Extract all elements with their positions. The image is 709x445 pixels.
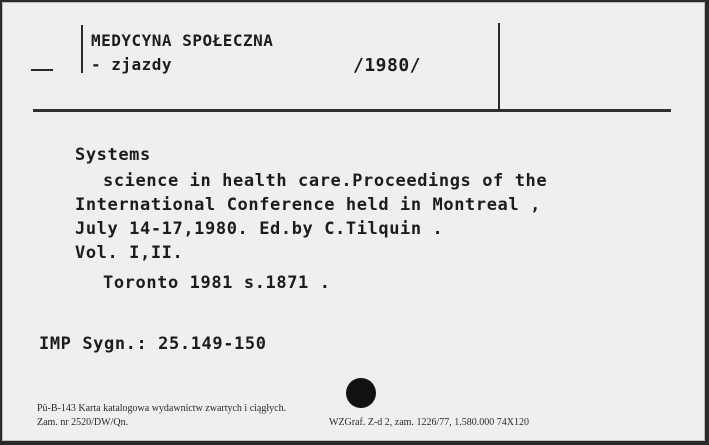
entry-line: science in health care.Proceedings of the xyxy=(103,171,548,191)
form-order-number: Zam. nr 2520/DW/Qn. xyxy=(37,417,129,428)
header-dash xyxy=(31,69,53,71)
form-print-info: WZGraf. Z-d 2, zam. 1226/77, 1.580.000 74X120 xyxy=(329,417,529,428)
imprint-line: Toronto 1981 s.1871 . xyxy=(103,273,331,293)
subject-heading: MEDYCYNA SPOŁECZNA xyxy=(91,31,274,50)
volume-line: Vol. I,II. xyxy=(75,243,184,263)
entry-title: Systems xyxy=(75,145,151,165)
form-footer-line: Pü-B-143 Karta katalogowa wydawnictw zwartych i ciągłych. xyxy=(37,403,287,414)
header-left-rule xyxy=(81,25,83,73)
catalog-card xyxy=(2,2,705,441)
header-right-rule xyxy=(498,23,500,109)
subject-subheading: - zjazdy xyxy=(91,55,173,74)
header-divider xyxy=(33,109,671,112)
entry-line: International Conference held in Montreal , xyxy=(75,195,541,215)
entry-line: July 14-17,1980. Ed.by C.Tilquin . xyxy=(75,219,444,239)
punch-hole xyxy=(346,378,376,408)
year: /1980/ xyxy=(353,55,422,76)
call-number: IMP Sygn.: 25.149-150 xyxy=(39,334,267,354)
